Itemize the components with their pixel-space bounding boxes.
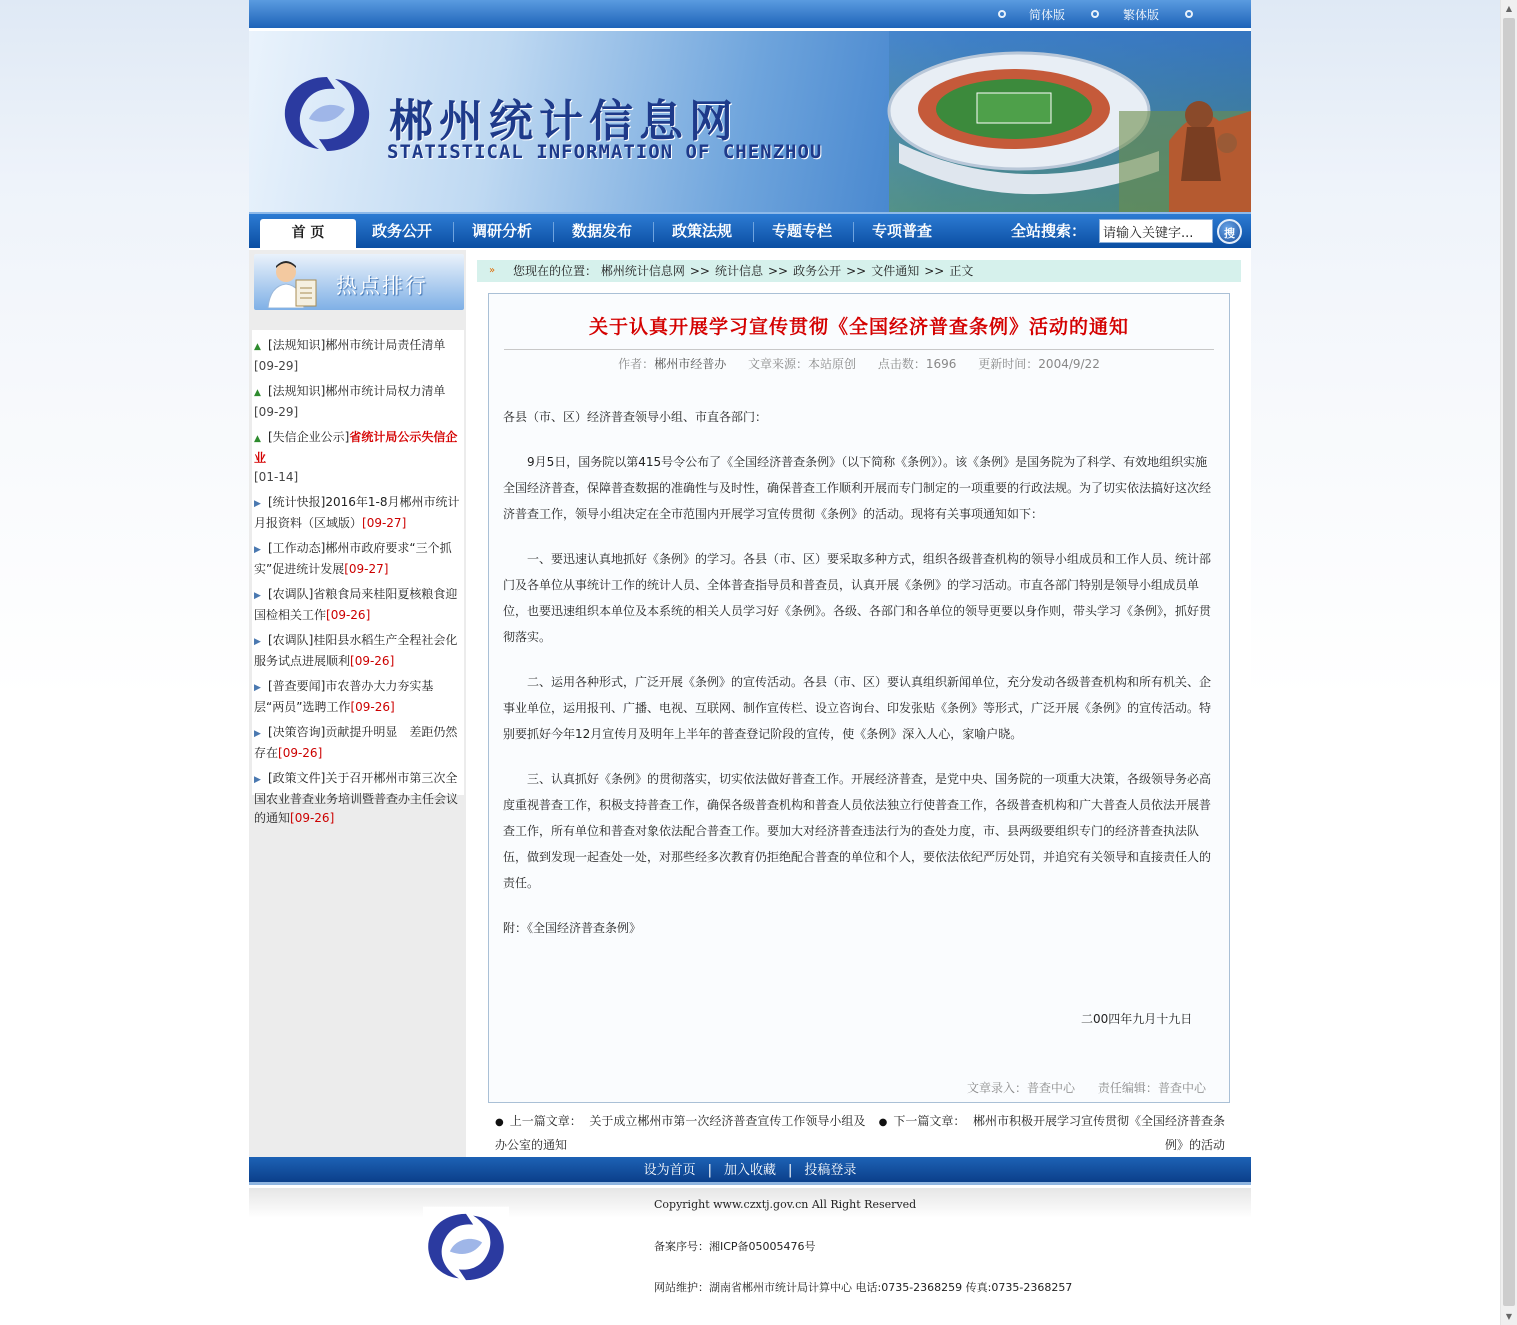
page-container — [249, 0, 1251, 1310]
footer-separator: | — [788, 1163, 793, 1178]
hot-ranking-item[interactable] — [252, 336, 464, 382]
hot-item-category: [法规知识] — [268, 338, 326, 352]
hot-item-date: [09-26] — [326, 608, 371, 622]
next-label: 下一篇文章： — [893, 1114, 966, 1128]
hot-item-date: [09-29] — [254, 405, 299, 419]
article-greeting: 各县（市、区）经济普查领导小组、市直各部门： — [503, 410, 768, 424]
hot-item-category: [统计快报] — [268, 495, 326, 509]
hot-item-date: [09-27] — [344, 562, 389, 576]
search-label: 全站搜索： — [1011, 222, 1087, 240]
hot-item-category: [农调队] — [268, 587, 314, 601]
updated-value: 2004/9/22 — [1038, 357, 1100, 371]
author-label: 作者： — [618, 357, 655, 371]
hot-item-date: [09-26] — [350, 654, 395, 668]
hits-label: 点击数： — [877, 357, 926, 371]
nav-government-affairs[interactable]: 政务公开 — [371, 222, 432, 240]
right-arrow-icon: ▶ — [254, 499, 261, 509]
bullet-ring-icon — [1185, 10, 1193, 18]
submit-login-link[interactable]: 投稿登录 — [804, 1163, 857, 1178]
maintainer-text: 网站维护：湖南省郴州市统计局计算中心 电话:0735-2368259 传真:0735-2368257 — [654, 1281, 1073, 1294]
nav-home[interactable]: 首 页 — [260, 219, 356, 248]
right-arrow-icon: ▶ — [254, 545, 261, 555]
article-body — [503, 404, 1215, 960]
traditional-version-link[interactable]: 繁体版 — [1123, 8, 1160, 22]
hot-ranking-header — [254, 254, 464, 310]
icp-text: 备案序号：湘ICP备05005476号 — [654, 1240, 816, 1253]
nav-policy-regulations[interactable]: 政策法规 — [671, 222, 732, 240]
article-paragraph: 三、认真抓好《条例》的贯彻落实，切实依法做好普查工作。开展经济普查，是党中央、国务院的一项重大决策，各级领导务必高度重视普查工作，积极支持普查工作，确保各级普查机构和普查人员依法独立行使普查工作，各级普查机构和广大普查人员依法开展普查工作，所有单位和普查对象依法配合普查工作。要加大对经济普查违法行为的查处力度，市、县两级要组织专门的经济普查执法队伍，做到发现一起查处一处，对那些经多次教育仍拒绝配合普查的单位和个人，要依法依纪严厉处罚，并追究有关领导和直接责任人的责任。 — [503, 772, 1212, 890]
right-arrow-icon: ▶ — [254, 683, 261, 693]
hot-ranking-item[interactable] — [252, 769, 464, 834]
bullet-ring-icon — [998, 10, 1006, 18]
set-homepage-link[interactable]: 设为首页 — [643, 1163, 696, 1178]
nav-research-analysis[interactable]: 调研分析 — [471, 222, 532, 240]
hot-item-link[interactable]: 郴州市统计局责任清单 — [325, 338, 446, 352]
article-paragraph: 9月5日，国务院以第415号令公布了《全国经济普查条例》（以下简称《条例》）。该《条例》是国务院为了科学、有效地组织实施全国经济普查，保障普查数据的准确性与及时性，确保普查工作顺利开展而专门制定的一项重要的行政法规。为了切实依法搞好这次经济普查工作，领导小组决定在全市范围内开展学习宣传贯彻《条例》的活动。现将有关事项通知如下： — [503, 455, 1212, 521]
top-strip — [249, 0, 1251, 28]
hot-ranking-item[interactable] — [252, 539, 464, 585]
hot-item-date: [09-26] — [278, 746, 323, 760]
hot-item-link[interactable]: 关于召开郴州市第三次全国农业普查业务培训暨普查办主任会议的通知 — [254, 771, 459, 825]
hot-item-category: [农调队] — [268, 633, 314, 647]
double-arrow-icon: » — [489, 265, 496, 276]
footer-separator: | — [707, 1163, 712, 1178]
article-paragraph: 二、运用各种形式，广泛开展《条例》的宣传活动。各县（市、区）要认真组织新闻单位，充分发动各级普查机构和所有机关、企事业单位，运用报刊、广播、电视、互联网、制作宣传栏、设立咨询台、印发张贴《条例》等形式，广泛开展《条例》的宣传活动。特别要抓好今年12月宣传月及明年上半年的普查登记阶段的宣传，使《条例》深入人心，家喻户晓。 — [503, 675, 1212, 741]
hot-ranking-item[interactable] — [252, 428, 464, 493]
prev-article-link[interactable]: 关于成立郴州市第一次经济普查宣传工作领导小组及办公室的通知 — [495, 1114, 866, 1152]
browser-scrollbar[interactable] — [1500, 0, 1517, 1325]
hot-item-category: [决策咨询] — [268, 725, 326, 739]
main-nav — [249, 212, 1251, 248]
updated-label: 更新时间： — [978, 357, 1039, 371]
breadcrumb-item[interactable]: 郴州统计信息网 — [600, 264, 685, 278]
hot-ranking-title: 热点排行 — [336, 274, 428, 298]
site-name-en: STATISTICAL INFORMATION OF CHENZHOU — [387, 141, 823, 163]
breadcrumb-path — [601, 264, 974, 278]
hot-item-link[interactable]: 郴州市统计局权力清单 — [325, 384, 446, 398]
search-button[interactable]: 搜 — [1217, 219, 1242, 244]
hot-item-category: [普查要闻] — [268, 679, 326, 693]
hot-ranking-item[interactable] — [252, 723, 464, 769]
up-arrow-icon: ▲ — [254, 434, 261, 444]
breadcrumb-item[interactable]: 文件通知 — [871, 264, 920, 278]
article-meta — [489, 355, 1229, 372]
right-arrow-icon: ▶ — [254, 729, 261, 739]
stadium-photo — [869, 31, 1251, 212]
hot-item-date: [09-29] — [254, 359, 299, 373]
breadcrumb-separator: >> — [689, 264, 710, 278]
scroll-thumb[interactable] — [1503, 18, 1515, 1306]
article-signoff-date: 二00四年九月十九日 — [1081, 1012, 1193, 1026]
breadcrumb-item[interactable]: 政务公开 — [793, 264, 842, 278]
hot-item-highlight[interactable]: 省统计局公示失信企业 — [254, 430, 458, 465]
article-attachment: 附：《全国经济普查条例》 — [503, 921, 642, 935]
footer-logo-icon — [423, 1206, 509, 1288]
article-panel — [488, 293, 1230, 1103]
bullet-icon: ● — [878, 1117, 888, 1128]
editor-value: 普查中心 — [1157, 1081, 1206, 1095]
hot-item-category: [失信企业公示] — [268, 430, 350, 444]
hot-ranking-item[interactable] — [252, 631, 464, 677]
entry-label: 文章录入： — [967, 1081, 1028, 1095]
hot-item-date: [09-26] — [350, 700, 395, 714]
prev-article — [495, 1110, 875, 1156]
article-title: 关于认真开展学习宣传贯彻《全国经济普查条例》活动的通知 — [588, 316, 1129, 338]
bullet-icon: ● — [495, 1117, 504, 1128]
prev-label: 上一篇文章： — [509, 1114, 582, 1128]
hot-item-link[interactable]: 贡献提升明显 差距仍然存在 — [254, 725, 458, 760]
entry-value: 普查中心 — [1027, 1081, 1076, 1095]
hot-item-date: [01-14] — [254, 470, 299, 484]
breadcrumb-item[interactable]: 统计信息 — [714, 264, 763, 278]
hot-ranking-item[interactable] — [252, 585, 464, 631]
hot-ranking-list — [252, 330, 464, 825]
title-divider — [504, 349, 1214, 350]
breadcrumb-separator: >> — [767, 264, 789, 278]
add-favorite-link[interactable]: 加入收藏 — [723, 1163, 776, 1178]
nav-special-topics[interactable]: 专题专栏 — [771, 222, 832, 240]
author-value: 郴州市经普办 — [654, 357, 727, 371]
hot-ranking-item[interactable] — [252, 677, 464, 723]
hot-item-category: [工作动态] — [268, 541, 326, 555]
source-label: 文章来源： — [748, 357, 809, 371]
scroll-up-arrow-icon[interactable]: ▲ — [1505, 4, 1513, 13]
footer — [249, 1188, 1251, 1310]
search-input[interactable] — [1099, 219, 1213, 243]
hot-item-date: [09-26] — [290, 811, 335, 825]
article-paragraph: 一、要迅速认真地抓好《条例》的学习。各县（市、区）要采取多种方式，组织各级普查机构的领导小组成员和工作人员、统计部门及各单位从事统计工作的统计人员、全体普查指导员和普查员，认真开展《条例》的学习活动。市直各部门特别是领导小组成员单位，也要迅速组织本单位及本系统的相关人员学习好《条例》。各级、各部门和各单位的领导更要以身作则，带头学习《条例》，抓好贯彻落实。 — [503, 552, 1212, 644]
hot-item-link[interactable]: 2016年1-8月郴州市统计月报资料（区域版） — [254, 495, 460, 530]
nav-special-census[interactable]: 专项普查 — [871, 222, 932, 240]
footer-links-bar — [249, 1157, 1251, 1185]
hot-ranking-item[interactable] — [252, 382, 464, 428]
breadcrumb-separator: >> — [846, 264, 867, 278]
person-clipboard-icon — [262, 258, 324, 308]
nav-data-release[interactable]: 数据发布 — [571, 222, 632, 240]
next-article-link[interactable]: 郴州市积极开展学习宣传贯彻《全国经济普查条例》的活动 — [972, 1114, 1225, 1152]
right-arrow-icon: ▶ — [254, 637, 261, 647]
site-name: 郴州统计信息网 — [389, 96, 739, 147]
hot-ranking-item[interactable] — [252, 493, 464, 539]
up-arrow-icon: ▲ — [254, 388, 261, 398]
header-banner — [249, 28, 1251, 212]
scroll-down-arrow-icon[interactable]: ▼ — [1505, 1312, 1513, 1321]
hot-item-link[interactable]: 省粮食局来桂阳夏核粮食迎国检相关工作 — [254, 587, 458, 622]
site-logo-icon — [279, 69, 375, 159]
up-arrow-icon: ▲ — [254, 342, 261, 352]
right-arrow-icon: ▶ — [254, 591, 261, 601]
hot-item-link[interactable]: 郴州市政府要求“三个抓实”促进统计发展 — [254, 541, 452, 576]
breadcrumb-label: 您现在的位置： — [513, 264, 598, 278]
sidebar — [249, 250, 466, 1157]
hot-item-link[interactable]: 市农普办大力夯实基层“两员”选聘工作 — [254, 679, 434, 714]
hot-item-category: [法规知识] — [268, 384, 326, 398]
bullet-ring-icon — [1091, 10, 1099, 18]
source-value: 本站原创 — [808, 357, 857, 371]
hot-item-date: [09-27] — [362, 516, 407, 530]
editor-label: 责任编辑： — [1097, 1081, 1158, 1095]
copyright-text: Copyright www.czxtj.gov.cn All Right Reserved — [654, 1198, 917, 1211]
breadcrumb — [477, 260, 1241, 282]
hot-item-category: [政策文件] — [268, 771, 326, 785]
hits-value: 1696 — [925, 357, 957, 371]
simplified-version-link[interactable]: 简体版 — [1029, 8, 1066, 22]
hot-item-link[interactable]: 桂阳县水稻生产全程社会化服务试点进展顺利 — [254, 633, 458, 668]
next-article — [877, 1110, 1225, 1156]
breadcrumb-item: 正文 — [949, 264, 974, 278]
article-footer-info — [967, 1079, 1206, 1096]
right-arrow-icon: ▶ — [254, 775, 261, 785]
breadcrumb-separator: >> — [924, 264, 945, 278]
